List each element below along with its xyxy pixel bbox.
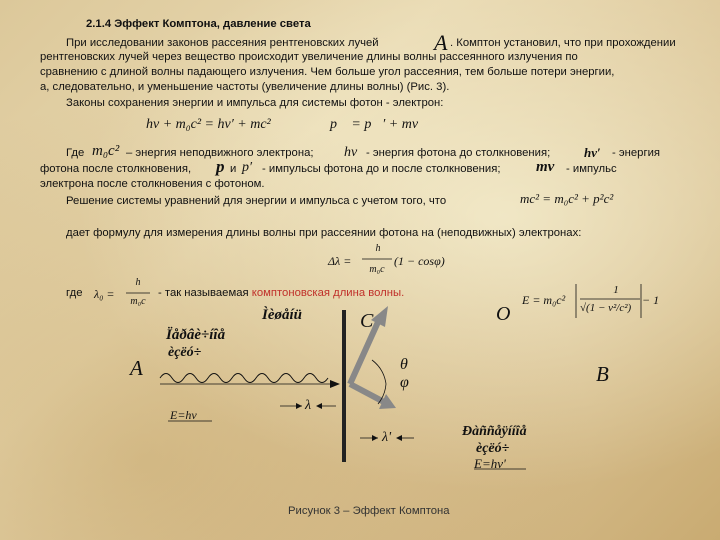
intro-line-1b: . Комптон установил, что при прохождении (450, 37, 676, 49)
where-line-2b: - импульсы фотона до и после столкновения; (262, 163, 501, 175)
electron-recoil-arrowhead (371, 306, 388, 327)
where-line-3: электрона после столкновения с фотоном. (40, 178, 265, 190)
relativistic-num: 1 (613, 284, 619, 296)
p-symbol: p (216, 157, 225, 176)
incident-photon-wave (160, 374, 328, 383)
label-phi: φ (400, 374, 409, 391)
intro-symbol-a: A (434, 30, 448, 55)
intro-line-3: сравнению с длиной волны падающего излучения. Чем больше угол рассеяния, тем больше потери энергии, (40, 66, 615, 78)
energy-formula: hν + m₀c² = hν′ + mc² (146, 117, 271, 132)
photon-energy-after-text: - энергия (612, 147, 661, 159)
compton-prefix-text: - так называемая (158, 287, 249, 299)
where-line-2-and: и (230, 163, 237, 175)
label-theta: θ (400, 356, 408, 373)
delta-lambda-num: h (375, 243, 381, 254)
where-word: Где (66, 147, 85, 159)
photon-energy-after-symbol: hν′ (584, 145, 601, 160)
figure-caption: Рисунок 3 – Эффект Комптона (288, 505, 450, 517)
label-e1: E=hν (170, 408, 197, 422)
momentum-formula: p⃗ = p⃗′ + mv⃗ (330, 117, 429, 132)
conservation-text: Законы сохранения энергии и импульса для системы фотон - электрон: (66, 97, 444, 109)
gives-text: дает формулу для измерения длины волны при рассеянии фотона на (неподвижных) электронах: (66, 227, 582, 239)
relativistic-lhs: E = m₀c² (522, 293, 566, 307)
solution-text: Решение системы уравнений для энергии и импульса с учетом того, что (66, 195, 447, 207)
p-prime-symbol: p′ (242, 160, 253, 175)
label-c: C (360, 310, 374, 332)
compton-term: комптоновская длина волны (251, 287, 402, 299)
theta-arc (372, 360, 386, 384)
photon-energy-text: - энергия фотона до столкновения; (366, 147, 551, 159)
label-lambda-2: λ' (382, 430, 392, 445)
where-word-2: где (66, 287, 83, 299)
scattered-label-2: èçëó÷ (476, 441, 510, 456)
delta-lambda-rhs: (1 − cosφ) (394, 254, 445, 268)
where-line-2a: фотона после столкновения, (40, 163, 192, 175)
label-o: O (496, 303, 511, 325)
delta-lambda-lhs: Δλ = (328, 254, 352, 268)
lambda0-den: m₀c (130, 296, 146, 307)
label-b: B (596, 362, 609, 386)
target-label: Ìèøåíü (262, 307, 303, 323)
electron-energy-formula: mc² = m₀c² + p²c² (520, 191, 614, 206)
relativistic-den: √(1 − v²/c²) (580, 302, 632, 314)
section-title: 2.1.4 Эффект Комптона, давление света (86, 18, 311, 30)
target-plate (342, 310, 346, 462)
delta-lambda-den: m₀c (369, 264, 385, 275)
intro-line-4: а, следовательно, и уменьшение частоты (увеличение длины волны) (Рис. 3). (40, 81, 450, 93)
where-line-2c: - импульс (566, 163, 617, 175)
mv-symbol: mv (536, 159, 555, 175)
compton-dot: . (401, 287, 405, 299)
scattered-photon-arrow (350, 384, 384, 402)
label-a: A (130, 356, 143, 380)
lambda0-lhs: λ₀ = (94, 287, 115, 301)
incident-arrowhead (330, 380, 340, 388)
intro-line-2: рентгеновских лучей через вещество происходит увеличение длины волны рассеянного излучения по (40, 51, 578, 63)
source-label-2: èçëó÷ (168, 345, 202, 360)
rest-energy-symbol: m₀c² (92, 143, 120, 159)
intro-line-1a: При исследовании законов рассеяния рентгеновских лучей (66, 37, 379, 49)
photon-energy-symbol: hν (344, 145, 358, 160)
relativistic-tail: − 1 (642, 293, 660, 307)
source-label: Ïåðâè÷íîå (166, 327, 226, 343)
label-e2: E=hν' (474, 456, 506, 471)
lambda0-num: h (135, 277, 141, 288)
rest-energy-text: – энергия неподвижного электрона; (126, 147, 314, 159)
label-lambda-1: λ (305, 398, 312, 413)
scattered-label: Ðàññåÿííîå (462, 424, 527, 439)
